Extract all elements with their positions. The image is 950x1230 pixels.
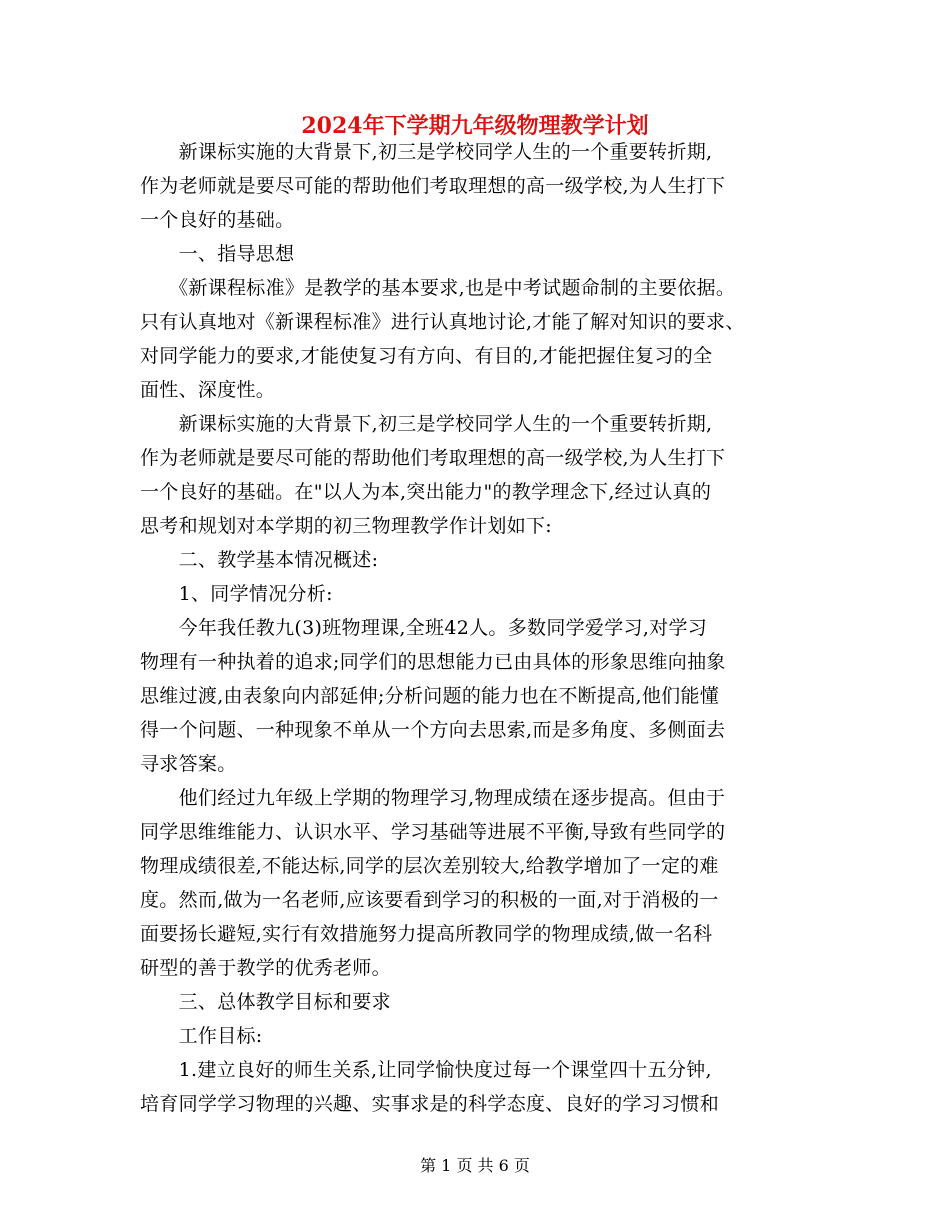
paragraph-line: 同学思维维能力、认识水平、学习基础等进展不平衡,导致有些同学的 <box>140 821 726 843</box>
paragraph-line: 1.建立良好的师生关系,让同学愉快度过每一个课堂四十五分钟, <box>140 1059 712 1081</box>
paragraph-line: 思考和规划对本学期的初三物理教学作计划如下: <box>140 515 553 537</box>
paragraph-line: 新课标实施的大背景下,初三是学校同学人生的一个重要转折期, <box>140 413 713 435</box>
paragraph-line: 作为老师就是要尽可能的帮助他们考取理想的高一级学校,为人生打下 <box>140 447 726 469</box>
paragraph-line: 新课标实施的大背景下,初三是学校同学人生的一个重要转折期, <box>140 141 713 163</box>
paragraph-line: 今年我任教九(3)班物理课,全班42人。多数同学爱学习,对学习 <box>140 617 708 639</box>
paragraph-line: 得一个问题、一种现象不单从一个方向去思索,而是多角度、多侧面去 <box>140 719 726 741</box>
paragraph-line: 思维过渡,由表象向内部延伸;分析问题的能力也在不断提高,他们能懂 <box>140 685 720 707</box>
paragraph-line: 寻求答案。 <box>140 753 237 775</box>
document-title: 2024年下学期九年级物理教学计划 <box>301 113 649 139</box>
paragraph-line: 一个良好的基础。在"以人为本,突出能力"的教学理念下,经过认真的 <box>140 481 712 503</box>
subsection-heading: 工作目标: <box>140 1025 263 1047</box>
paragraph-line: 只有认真地对《新课程标准》进行认真地讨论,才能了解对知识的要求、 <box>140 311 745 333</box>
paragraph-line: 对同学能力的要求,才能使复习有方向、有目的,才能把握住复习的全 <box>140 345 713 367</box>
paragraph-line: 度。然而,做为一名老师,应该要看到学习的积极的一面,对于消极的一 <box>140 889 719 911</box>
paragraph-line: 研型的善于教学的优秀老师。 <box>140 957 391 979</box>
paragraph-line: 面性、深度性。 <box>140 379 276 401</box>
paragraph-line: 物理成绩很差,不能达标,同学的层次差别较大,给教学增加了一定的难 <box>140 855 719 877</box>
paragraph-line: 物理有一种执着的追求;同学们的思想能力已由具体的形象思维向抽象 <box>140 651 726 673</box>
section-heading: 三、总体教学目标和要求 <box>140 991 391 1013</box>
page-footer: 第 1 页 共 6 页 <box>420 1156 530 1175</box>
paragraph-line: 培育同学学习物理的兴趣、实事求是的科学态度、良好的学习习惯和 <box>140 1093 720 1115</box>
paragraph-line: 他们经过九年级上学期的物理学习,物理成绩在逐步提高。但由于 <box>140 787 726 809</box>
subsection-heading: 1、同学情况分析: <box>140 583 333 605</box>
paragraph-line: 作为老师就是要尽可能的帮助他们考取理想的高一级学校,为人生打下 <box>140 175 726 197</box>
paragraph-line: 《新课程标准》是教学的基本要求,也是中考试题命制的主要依据。 <box>140 277 736 299</box>
section-heading: 二、教学基本情况概述: <box>140 549 379 571</box>
paragraph-line: 一个良好的基础。 <box>140 209 295 231</box>
paragraph-line: 面要扬长避短,实行有效措施努力提高所教同学的物理成绩,做一名科 <box>140 923 713 945</box>
section-heading: 一、指导思想 <box>140 243 295 265</box>
